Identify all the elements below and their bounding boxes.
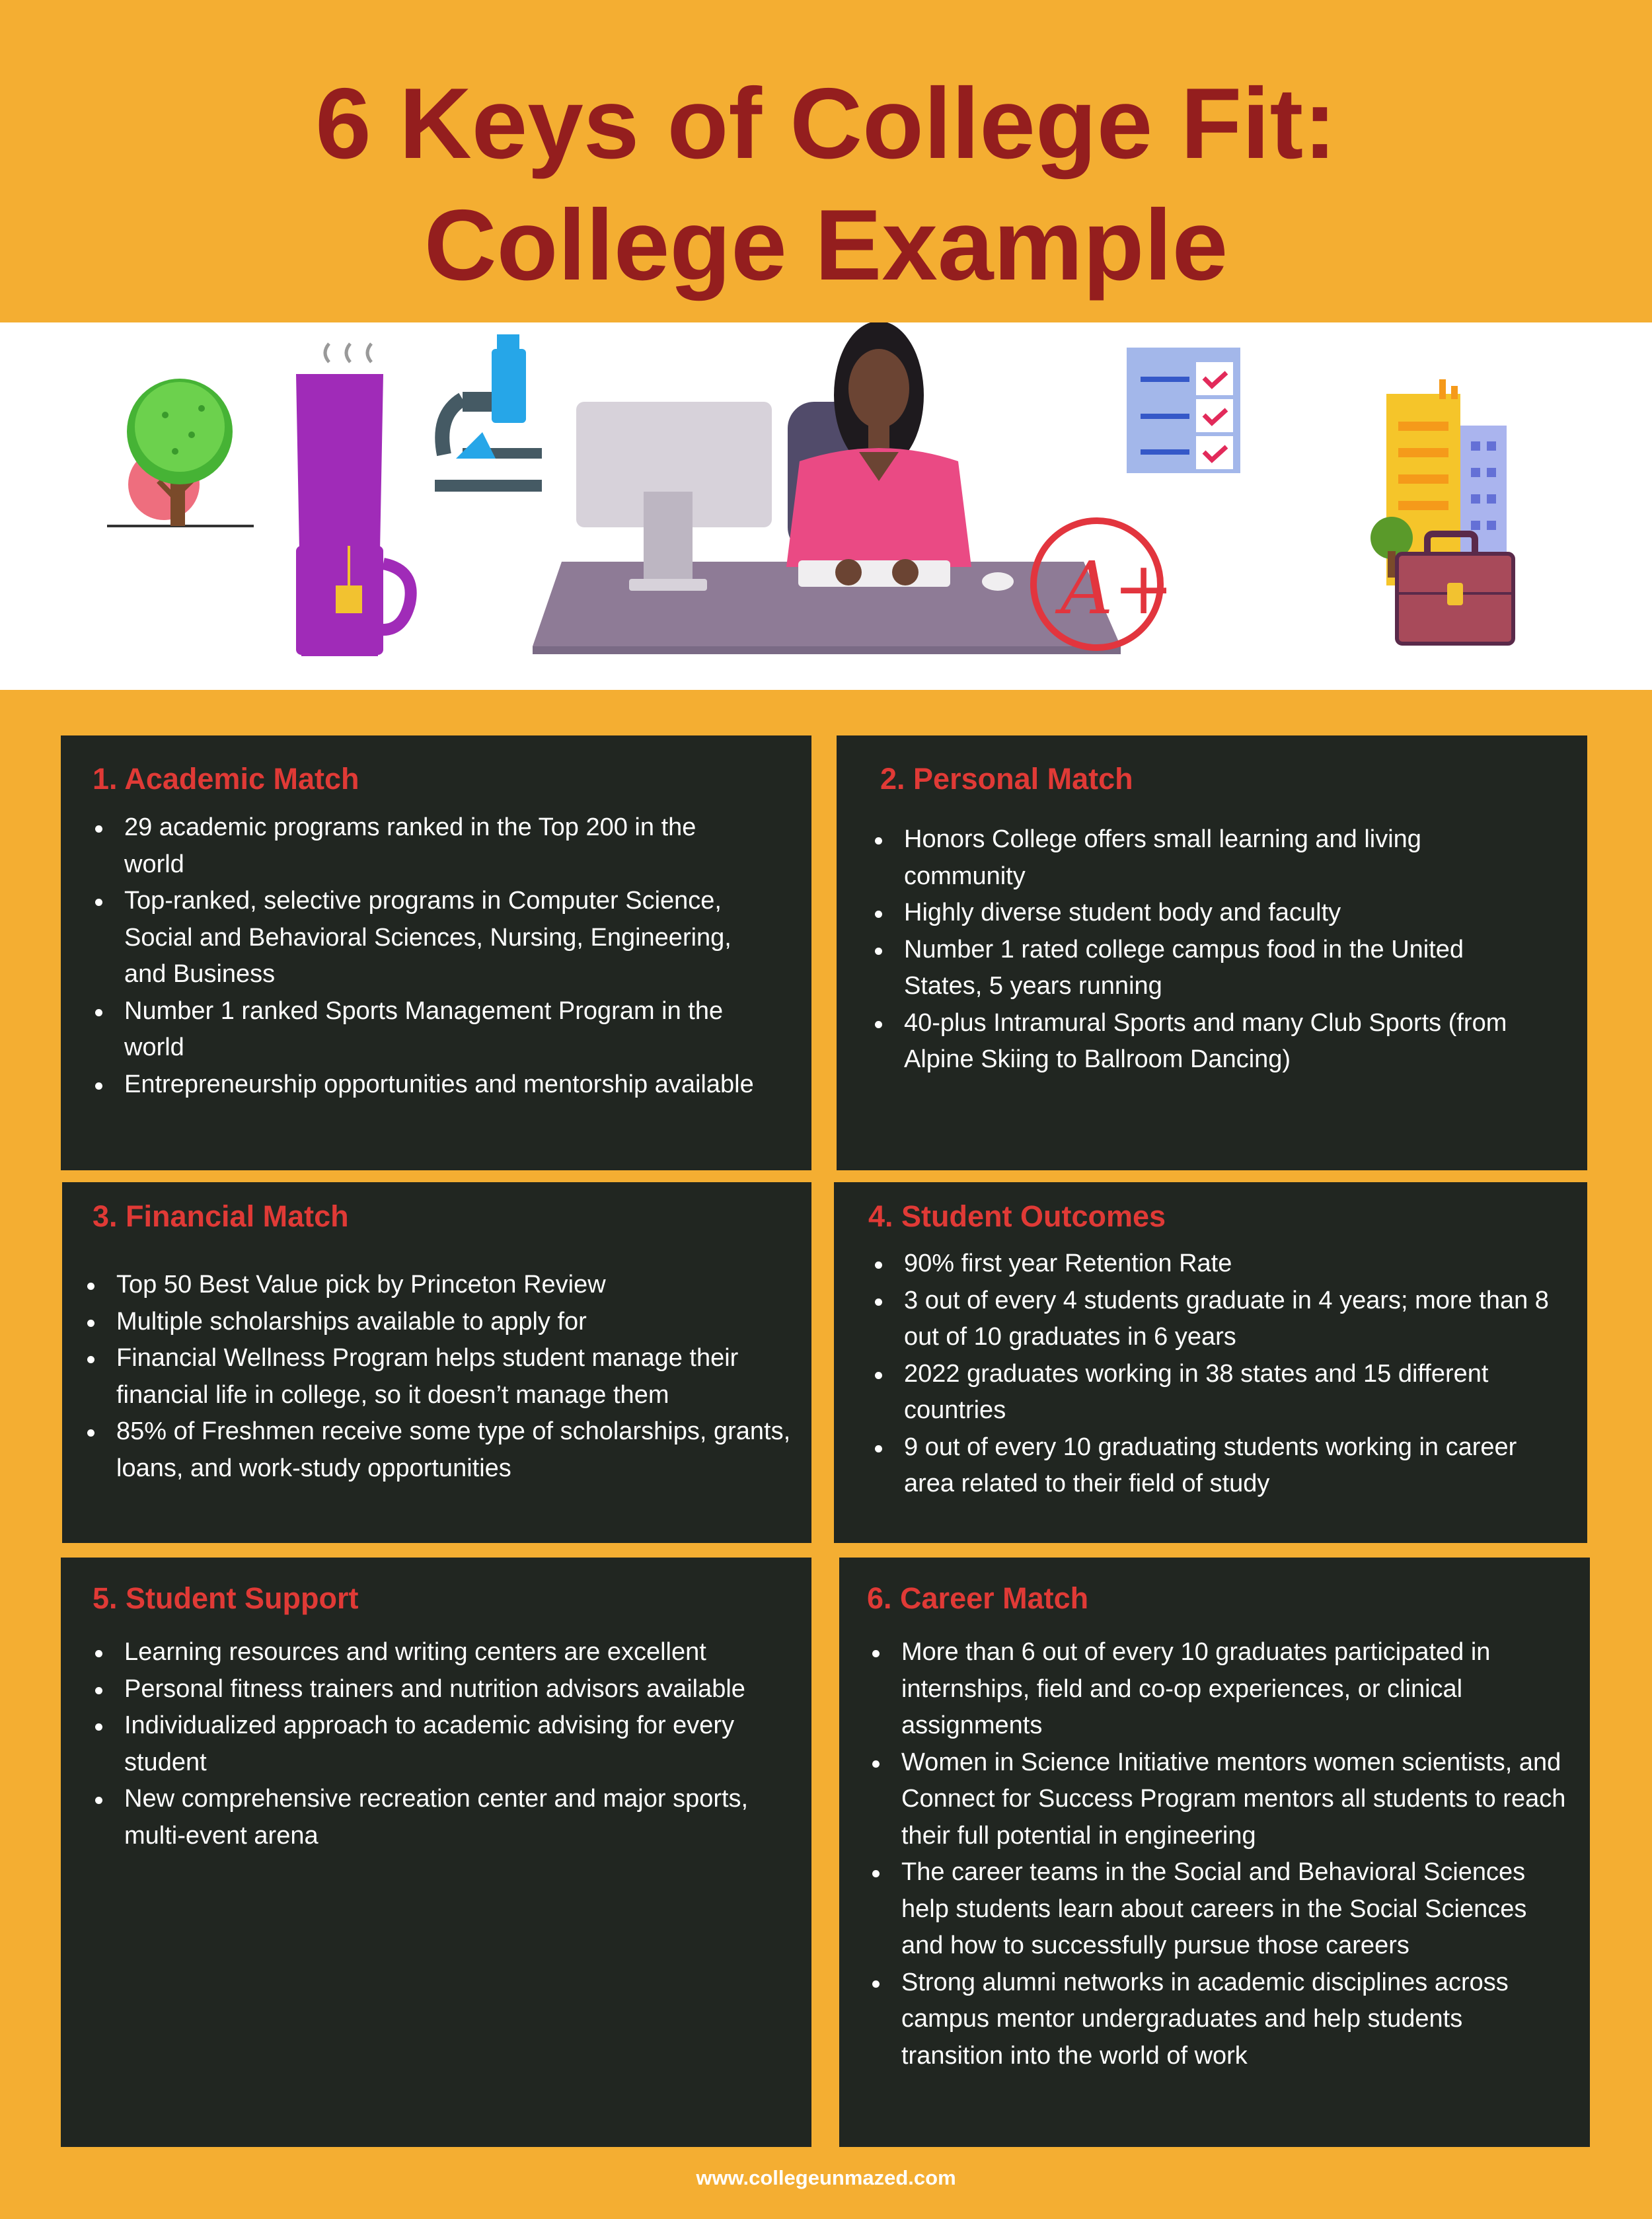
list-item: New comprehensive recreation center and major sports, multi-event arena	[89, 1781, 769, 1854]
bullet-list	[868, 1246, 1556, 1503]
list-item: Top-ranked, selective programs in Computer Science, Social and Behavioral Sciences, Nursing, Engineering, and Business	[89, 883, 763, 993]
list-item: Number 1 rated college campus food in the United States, 5 years running	[868, 932, 1536, 1005]
list-item: Personal fitness trainers and nutrition advisors available	[89, 1671, 769, 1708]
list-item: Strong alumni networks in academic disciplines across campus mentor undergraduates and help students transition into the world of work	[866, 1965, 1566, 2075]
list-item: Individualized approach to academic advising for every student	[89, 1708, 769, 1781]
panel-heading: 1. Academic Match	[93, 762, 359, 796]
list-item: Multiple scholarships available to apply for	[81, 1304, 794, 1341]
tree-icon	[107, 379, 254, 526]
checklist-icon	[1127, 348, 1240, 473]
list-item: Honors College offers small learning and living community	[868, 821, 1536, 895]
list-item: Learning resources and writing centers are excellent	[89, 1634, 769, 1671]
panel-heading: 6. Career Match	[867, 1581, 1089, 1615]
list-item: 29 academic programs ranked in the Top 200 in the world	[89, 809, 763, 883]
list-item: 40-plus Intramural Sports and many Club Sports (from Alpine Skiing to Ballroom Dancing)	[868, 1005, 1536, 1078]
bullet-list	[868, 821, 1536, 1078]
list-item: 2022 graduates working in 38 states and 15 different countries	[868, 1356, 1556, 1429]
list-item: The career teams in the Social and Behavioral Sciences help students learn about careers in the Social Sciences and how to successfully pursue those careers	[866, 1854, 1566, 1965]
bullet-list	[89, 809, 763, 1103]
panel-financial-match	[62, 1182, 811, 1543]
list-item: 3 out of every 4 students graduate in 4 years; more than 8 out of 10 graduates in 6 years	[868, 1283, 1556, 1356]
panel-career-match	[839, 1558, 1590, 2147]
list-item: Financial Wellness Program helps student manage their financial life in college, so it doesn’t manage them	[81, 1340, 794, 1413]
list-item: More than 6 out of every 10 graduates participated in internships, field and co-op experiences, or clinical assignments	[866, 1634, 1566, 1745]
svg-text:A+: A+	[1061, 546, 1174, 630]
student-icon	[786, 322, 1014, 591]
footer-url[interactable]: www.collegeunmazed.com	[696, 2166, 956, 2189]
panel-personal-match	[837, 735, 1587, 1170]
list-item: Women in Science Initiative mentors women scientists, and Connect for Success Program mentors all students to reach their full potential in engineering	[866, 1745, 1566, 1855]
microscope-icon	[435, 334, 542, 492]
bullet-list	[81, 1267, 794, 1487]
list-item: Number 1 ranked Sports Management Program in the world	[89, 993, 763, 1067]
title-line-2: College Example	[424, 189, 1228, 301]
title-line-1: 6 Keys of College Fit:	[315, 67, 1337, 180]
illustration-banner	[0, 322, 1652, 690]
panel-academic-match	[61, 735, 811, 1170]
panel-student-support	[61, 1558, 811, 2147]
panel-heading: 3. Financial Match	[93, 1199, 349, 1233]
panel-heading: 4. Student Outcomes	[868, 1199, 1166, 1233]
list-item: Entrepreneurship opportunities and mentorship available	[89, 1067, 763, 1104]
list-item: 9 out of every 10 graduating students working in career area related to their field of study	[868, 1429, 1556, 1503]
panel-student-outcomes	[834, 1182, 1587, 1543]
panel-heading: 2. Personal Match	[880, 762, 1133, 796]
bullet-list	[866, 1634, 1566, 2074]
mug-icon	[296, 344, 411, 656]
panel-heading: 5. Student Support	[93, 1581, 359, 1615]
list-item: 90% first year Retention Rate	[868, 1246, 1556, 1283]
list-item: 85% of Freshmen receive some type of scholarships, grants, loans, and work-study opportunities	[81, 1413, 794, 1487]
list-item: Highly diverse student body and faculty	[868, 895, 1536, 932]
list-item: Top 50 Best Value pick by Princeton Review	[81, 1267, 794, 1304]
page-title	[0, 63, 1652, 306]
bullet-list	[89, 1634, 769, 1854]
